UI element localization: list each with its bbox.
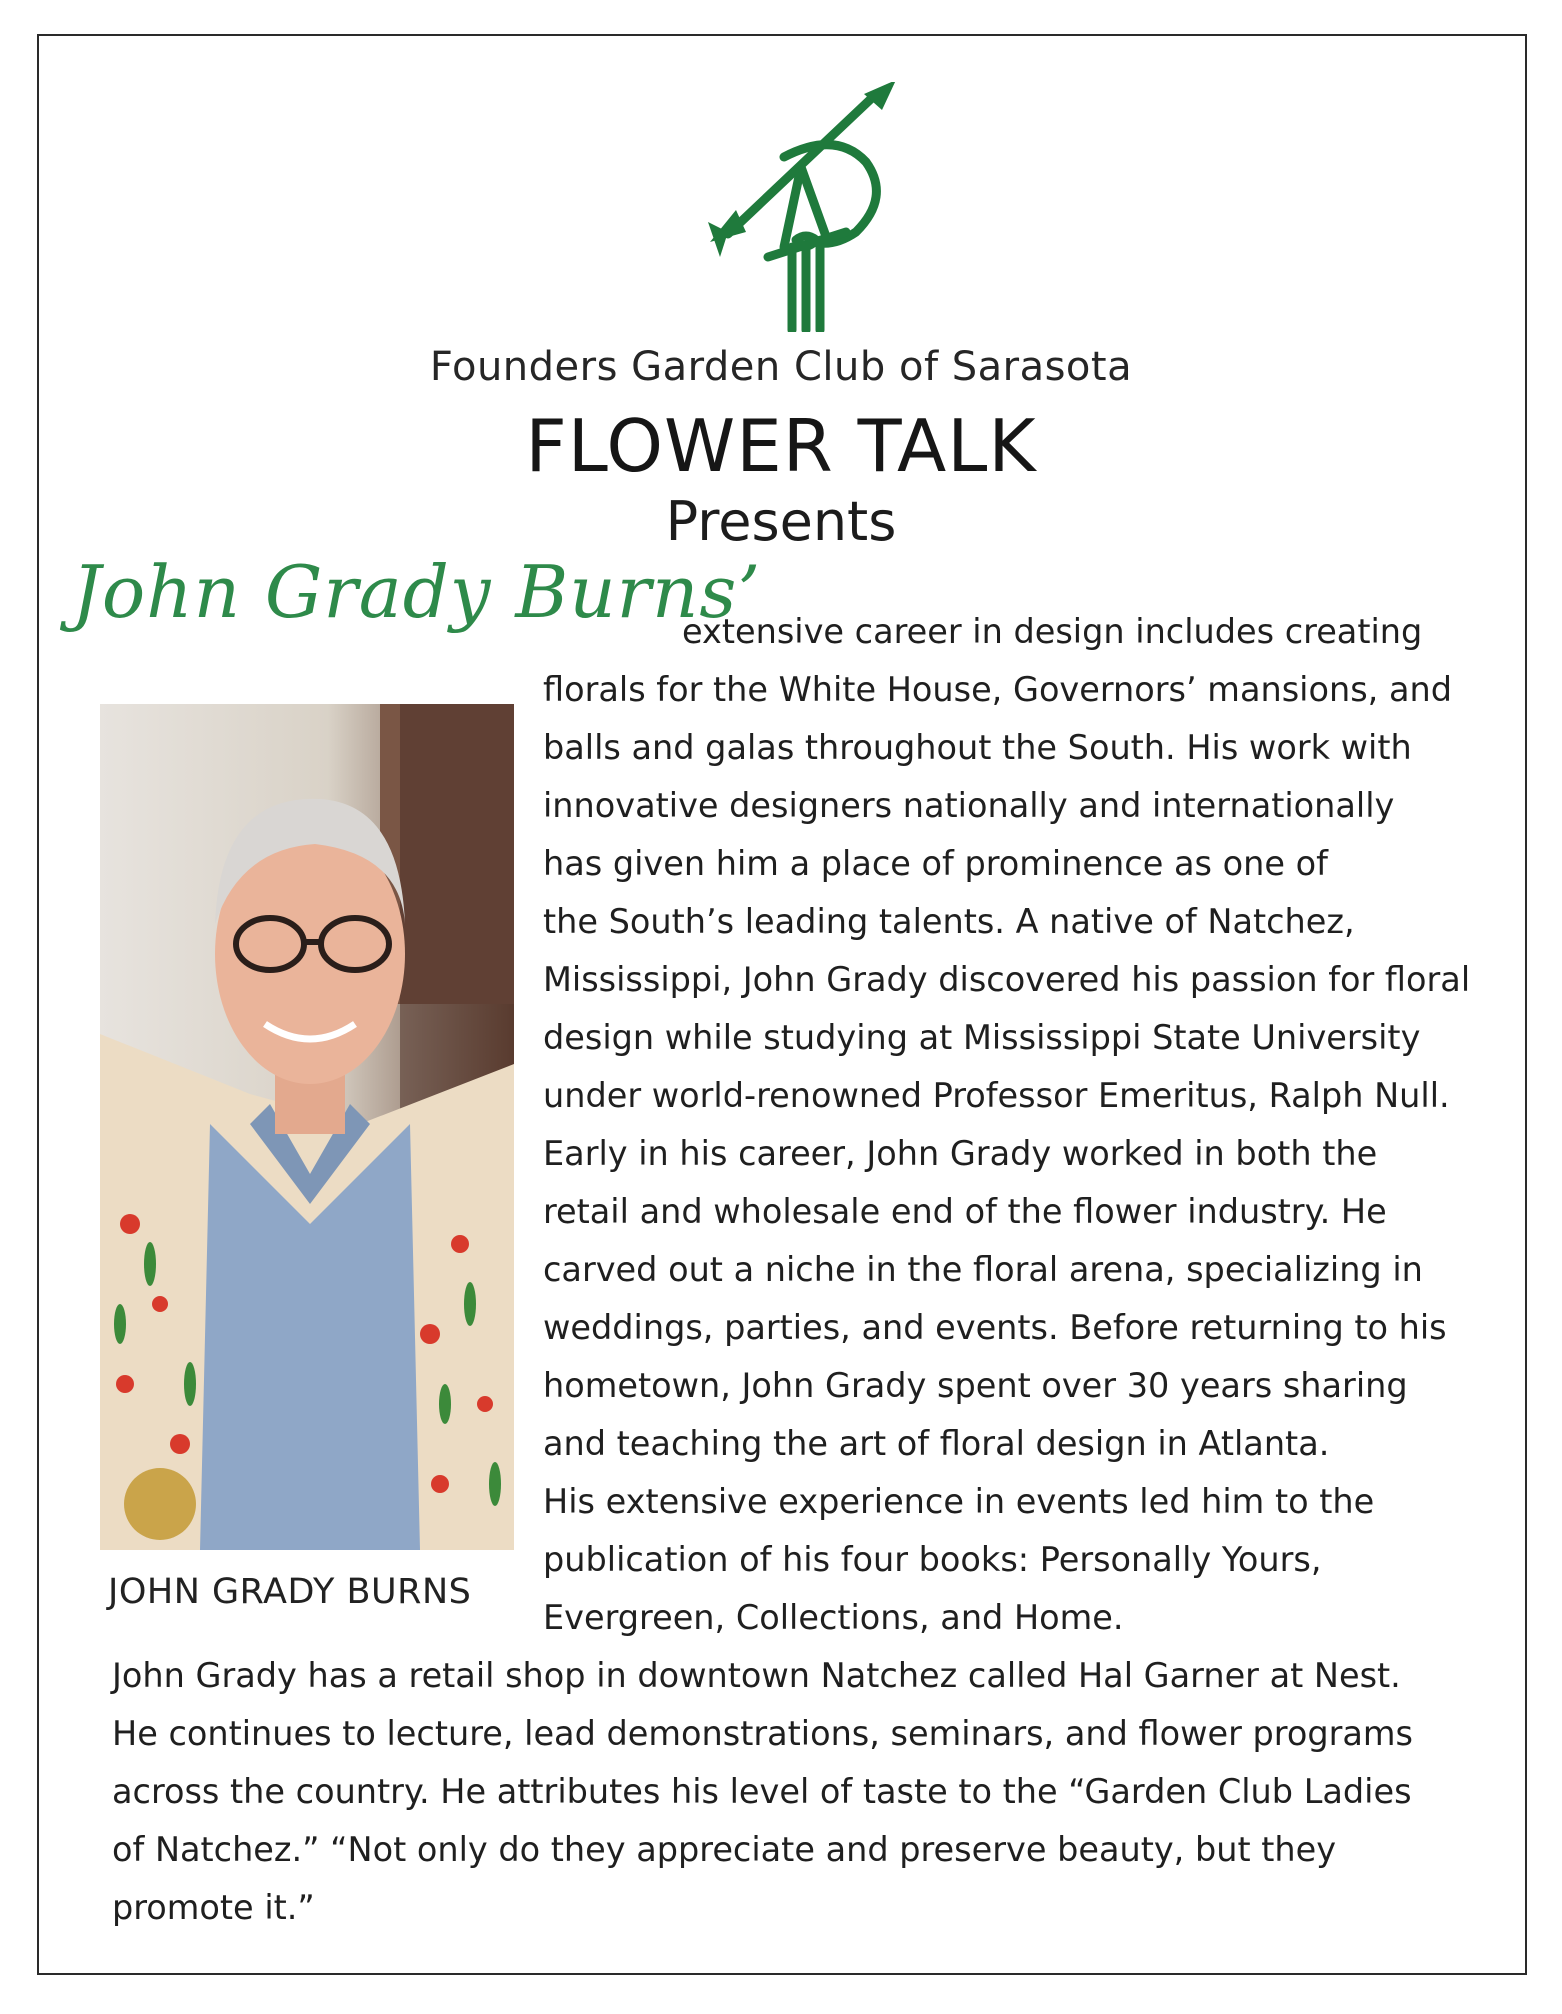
bio-line: balls and galas throughout the South. His work with: [543, 728, 1412, 767]
event-title: FLOWER TALK: [525, 404, 1037, 488]
bio-line: Early in his career, John Grady worked in both the: [543, 1134, 1378, 1173]
bio-line: extensive career in design includes creating: [682, 612, 1423, 651]
club-name: Founders Garden Club of Sarasota: [429, 344, 1133, 390]
bio-line: across the country. He attributes his level of taste to the “Garden Club Ladies: [112, 1772, 1412, 1811]
bio-line: retail and wholesale end of the flower industry. He: [543, 1192, 1387, 1231]
bio-line: design while studying at Mississippi State University: [543, 1018, 1421, 1057]
bio-line: Mississippi, John Grady discovered his passion for floral: [543, 960, 1471, 999]
bio-line: promote it.”: [112, 1888, 315, 1927]
bio-line: carved out a niche in the floral arena, specializing in: [543, 1250, 1423, 1289]
bio-line: innovative designers nationally and internationally: [543, 786, 1395, 825]
bio-line: and teaching the art of floral design in Atlanta.: [543, 1424, 1330, 1463]
bio-line: hometown, John Grady spent over 30 years sharing: [543, 1366, 1408, 1405]
bio-line: publication of his four books: Personally Yours,: [543, 1540, 1322, 1579]
presents-label: Presents: [665, 490, 897, 553]
club-logo-arrow-emblem: [706, 82, 906, 332]
bio-line: has given him a place of prominence as one of: [543, 844, 1328, 883]
bio-line: He continues to lecture, lead demonstrations, seminars, and flower programs: [112, 1714, 1413, 1753]
bio-line: of Natchez.” “Not only do they appreciate and preserve beauty, but they: [112, 1830, 1337, 1869]
bio-line: John Grady has a retail shop in downtown Natchez called Hal Garner at Nest.: [112, 1656, 1401, 1695]
bio-line: florals for the White House, Governors’ mansions, and: [543, 670, 1452, 709]
photo-caption: JOHN GRADY BURNS: [108, 1572, 472, 1612]
bio-line: His extensive experience in events led him to the: [543, 1482, 1375, 1521]
speaker-photo: [100, 704, 514, 1550]
bio-line: the South’s leading talents. A native of Natchez,: [543, 902, 1355, 941]
bio-line: under world-renowned Professor Emeritus, Ralph Null.: [543, 1076, 1450, 1115]
speaker-script-name: John Grady Burns’: [72, 550, 762, 634]
bio-line: Evergreen, Collections, and Home.: [543, 1598, 1124, 1637]
bio-line: weddings, parties, and events. Before returning to his: [543, 1308, 1447, 1347]
